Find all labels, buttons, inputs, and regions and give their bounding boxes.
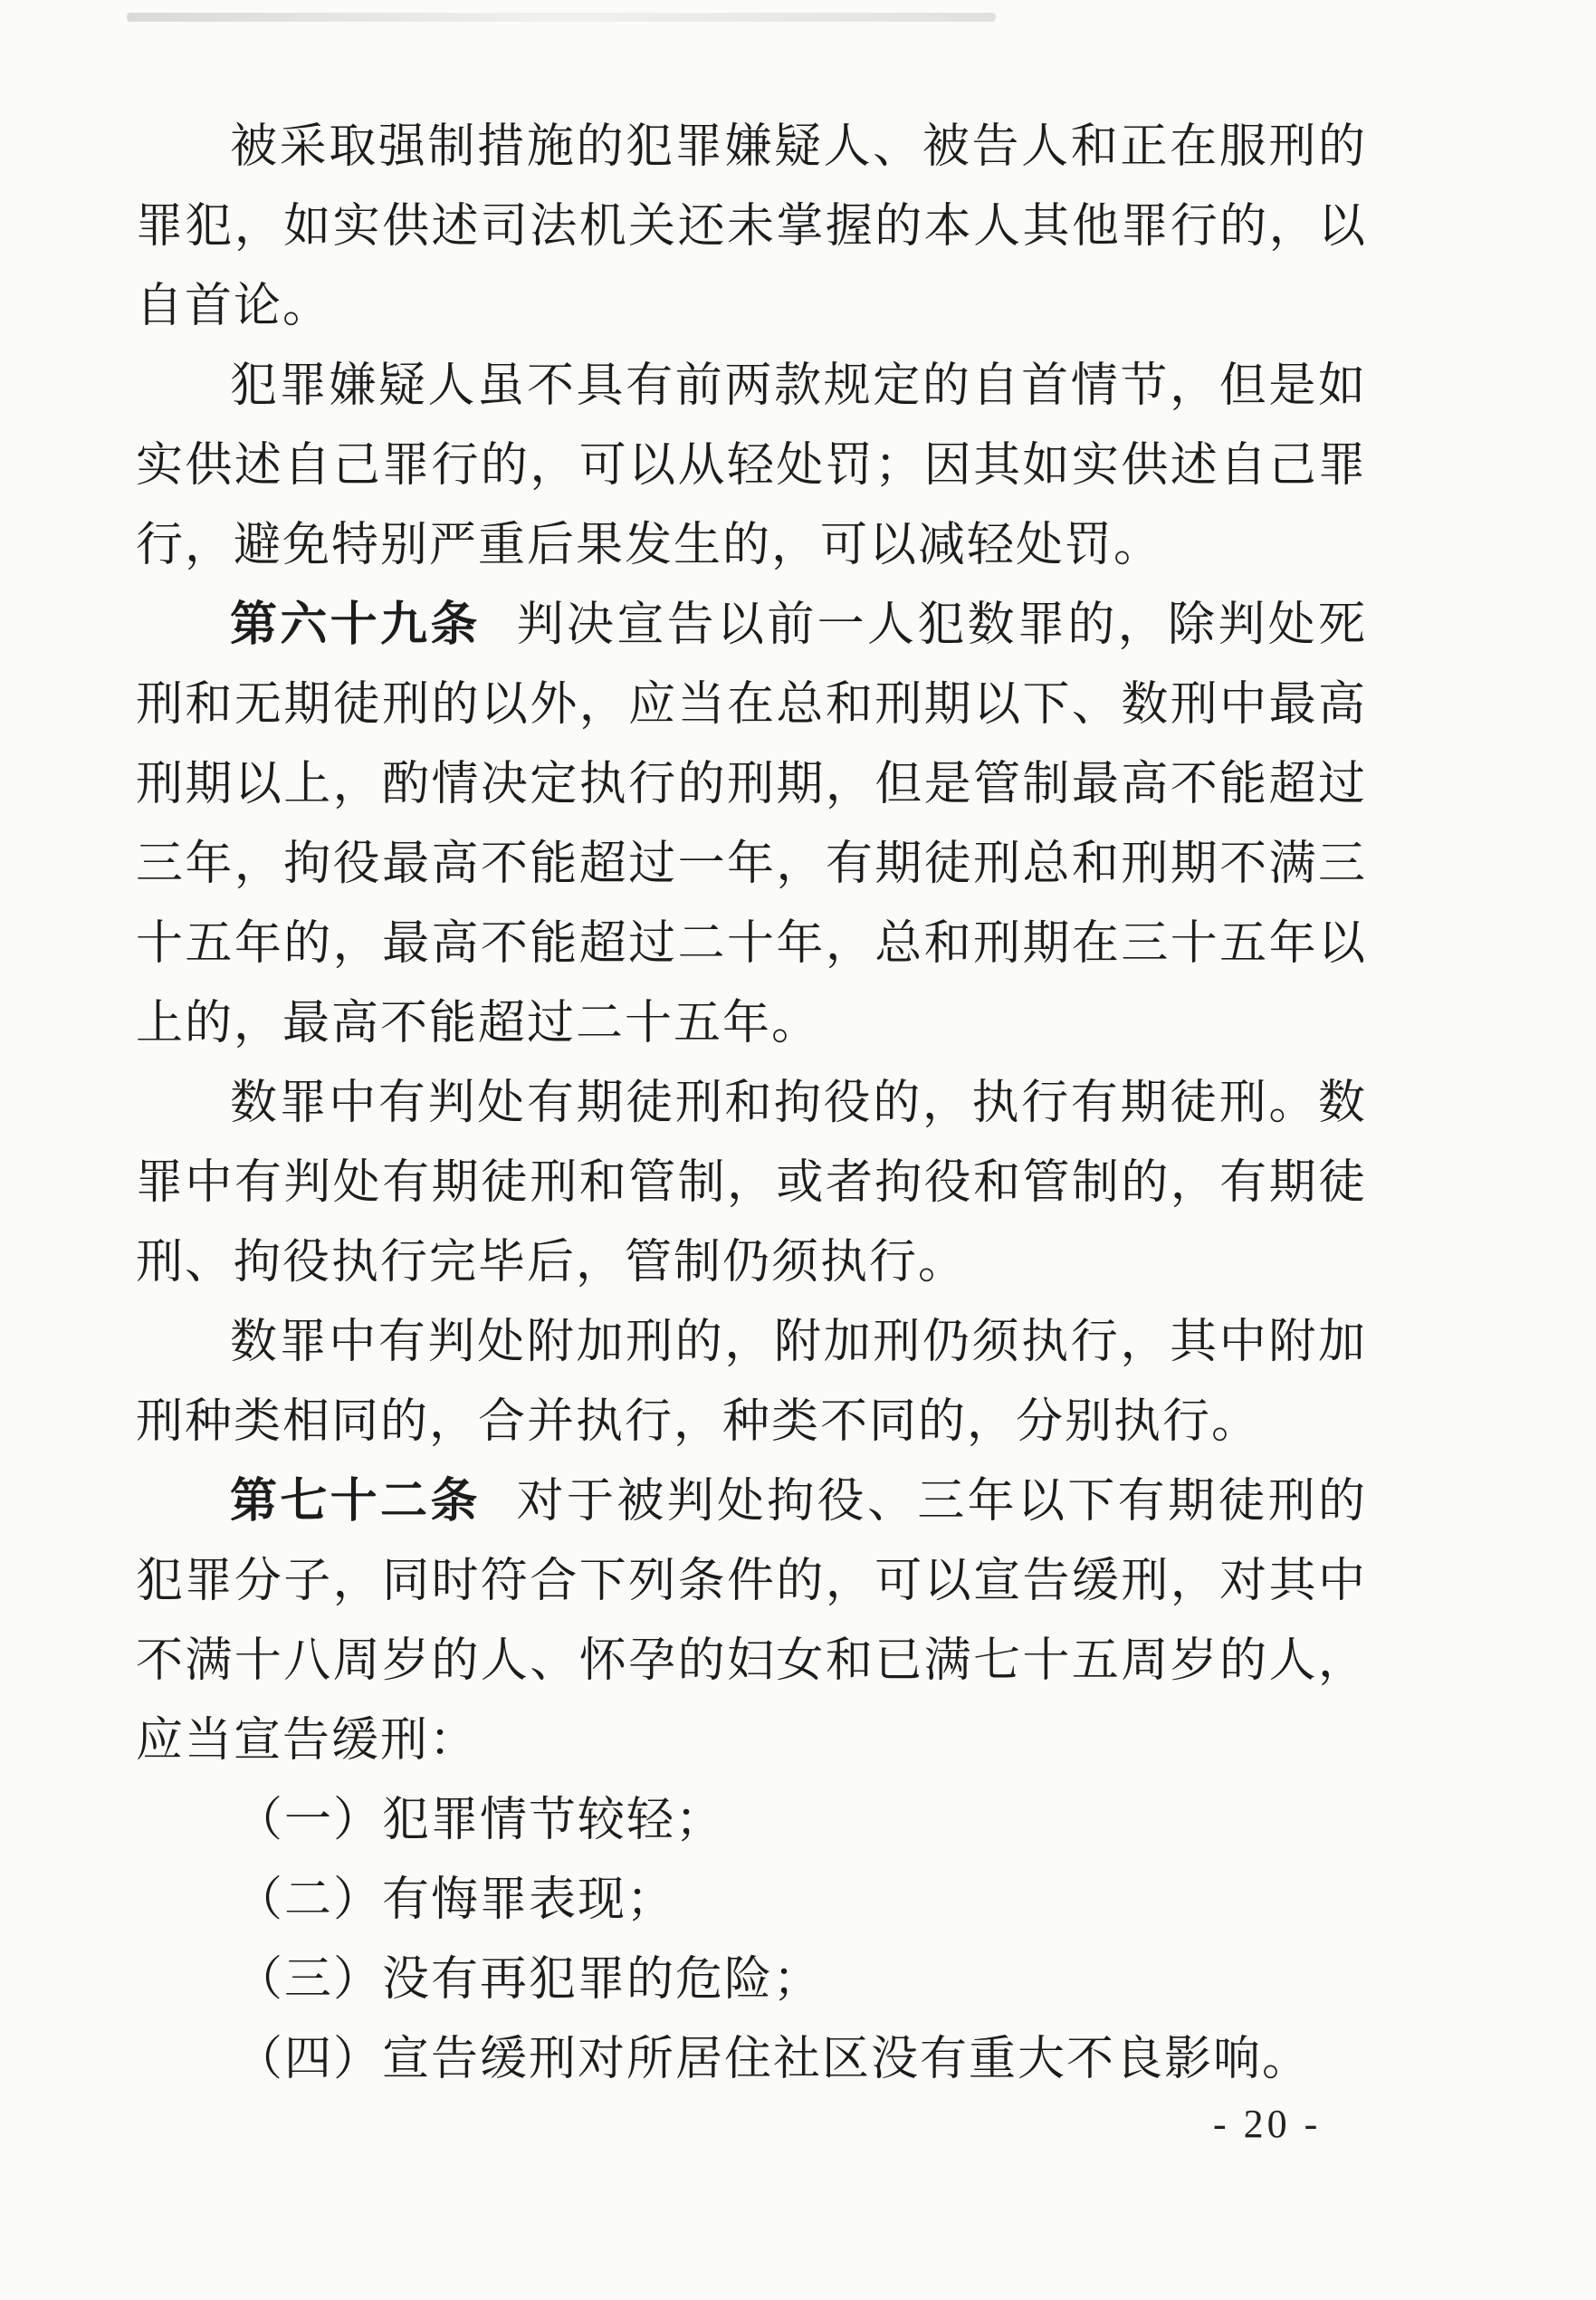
paragraph-5-text: 数罪中有判处附加刑的，附加刑仍须执行，其中附加刑种类相同的，合并执行，种类不同的，分别执行。 (136, 1315, 1367, 1449)
paragraph-4-text: 数罪中有判处有期徒刑和拘役的，执行有期徒刑。数罪中有判处有期徒刑和管制，或者拘役和管制的，有期徒刑、拘役执行完毕后，管制仍须执行。 (136, 1076, 1367, 1289)
paragraph-1 (136, 107, 1367, 346)
paragraph-4 (136, 1063, 1367, 1302)
condition-item-2: （二）有悔罪表现； (235, 1873, 676, 1927)
article-69-text: 判决宣告以前一人犯数罪的，除判处死刑和无期徒刑的以外，应当在总和刑期以下、数刑中最高刑期以上，酌情决定执行的刑期，但是管制最高不能超过三年，拘役最高不能超过一年，有期徒刑总和刑期不满三十五年的，最高不能超过二十年，总和刑期在三十五年以上的，最高不能超过二十五年。 (136, 598, 1367, 1050)
article-72-heading: 第七十二条 (230, 1473, 481, 1529)
paragraph-2 (136, 346, 1367, 585)
condition-item-1: （一）犯罪情节较轻； (235, 1793, 725, 1847)
paragraph-2-text: 犯罪嫌疑人虽不具有前两款规定的自首情节，但是如实供述自己罪行的，可以从轻处罚；因其如实供述自己罪行，避免特别严重后果发生的，可以减轻处罚。 (136, 359, 1367, 572)
paragraph-1-text: 被采取强制措施的犯罪嫌疑人、被告人和正在服刑的罪犯，如实供述司法机关还未掌握的本人其他罪行的，以自首论。 (136, 120, 1367, 333)
article-72 (136, 1461, 1367, 1780)
article-69 (136, 585, 1367, 1063)
document-body (136, 107, 1367, 2099)
article-72-text: 对于被判处拘役、三年以下有期徒刑的犯罪分子，同时符合下列条件的，可以宣告缓刑，对其中不满十八周岁的人、怀孕的妇女和已满七十五周岁的人，应当宣告缓刑： (136, 1474, 1367, 1768)
condition-item-3: （三）没有再犯罪的危险； (235, 1952, 823, 2007)
condition-item-4: （四）宣告缓刑对所居住社区没有重大不良影响。 (235, 2032, 1312, 2086)
scan-top-edge (127, 13, 996, 22)
page-number: - 20 - (1213, 2102, 1322, 2146)
article-69-heading: 第六十九条 (230, 597, 481, 652)
paragraph-5 (136, 1302, 1367, 1461)
